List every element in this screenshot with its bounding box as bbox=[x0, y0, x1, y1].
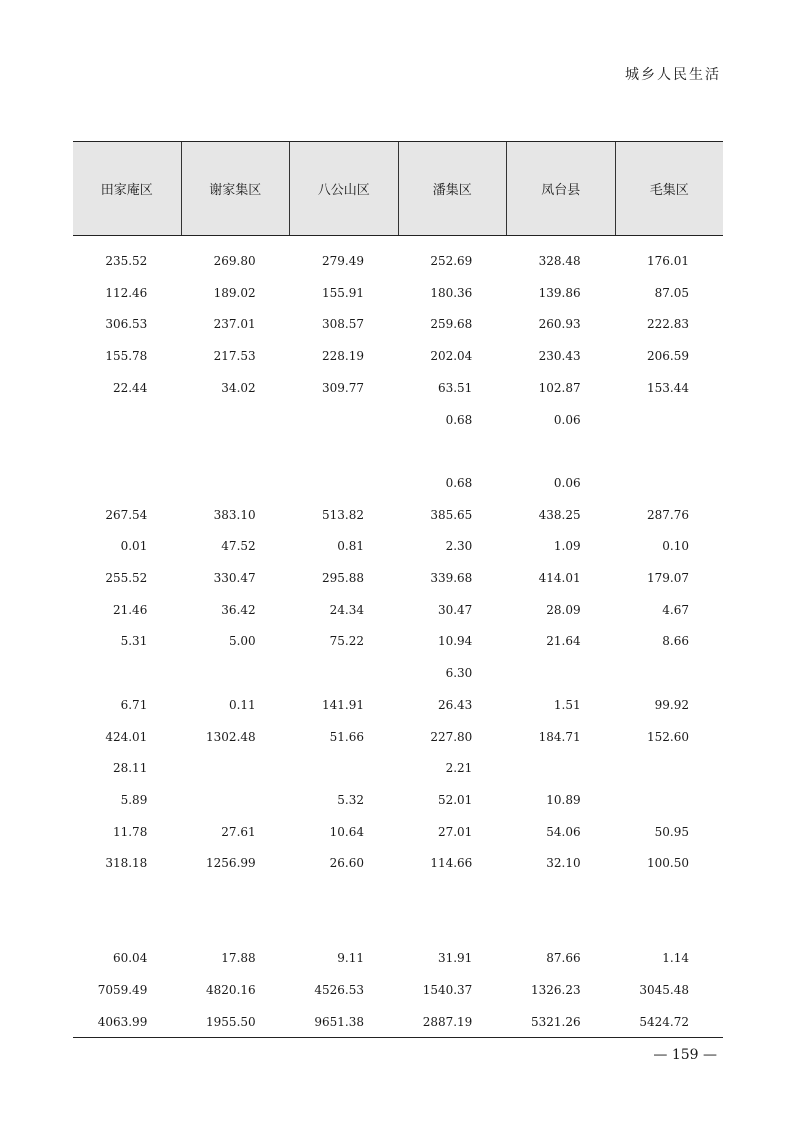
table-cell: 100.50 bbox=[646, 856, 689, 871]
data-table bbox=[73, 141, 723, 1038]
table-cell: 87.05 bbox=[654, 285, 689, 300]
table-cell: 176.01 bbox=[646, 254, 689, 268]
table-row bbox=[73, 474, 723, 492]
table-row bbox=[73, 442, 723, 460]
table-cell bbox=[181, 442, 289, 460]
table-cell: 6.30 bbox=[445, 666, 473, 681]
table-cell: 22.44 bbox=[112, 380, 148, 395]
table-row bbox=[73, 284, 723, 302]
table-cell: 28.09 bbox=[546, 602, 581, 617]
table-cell: 267.54 bbox=[105, 507, 148, 522]
table-cell bbox=[290, 918, 398, 936]
table-row bbox=[73, 949, 723, 967]
table-cell: 9.11 bbox=[337, 951, 364, 966]
table-cell: 5.31 bbox=[120, 634, 148, 649]
table-row bbox=[73, 379, 723, 397]
table-cell bbox=[73, 411, 181, 429]
table-cell: 255.52 bbox=[105, 571, 148, 585]
table-cell: 32.10 bbox=[546, 856, 581, 871]
table-cell bbox=[290, 886, 398, 904]
running-head: 城乡人民生活 bbox=[625, 67, 721, 83]
table-cell: 328.48 bbox=[538, 254, 581, 268]
table-cell: 3045.48 bbox=[639, 983, 689, 998]
table-cell: 0.01 bbox=[120, 539, 148, 554]
table-cell bbox=[290, 474, 398, 492]
table-cell: 1326.23 bbox=[531, 983, 581, 998]
table-cell bbox=[181, 474, 289, 492]
table-cell: 4063.99 bbox=[97, 1014, 148, 1029]
table-cell: 31.91 bbox=[437, 951, 473, 966]
table-cell: 75.22 bbox=[329, 634, 364, 649]
column-header-xiejiaji: 谢家集区 bbox=[182, 142, 291, 235]
table-cell: 0.68 bbox=[445, 475, 473, 490]
table-row bbox=[73, 252, 723, 270]
table-cell: 2.30 bbox=[445, 539, 473, 554]
table-row bbox=[73, 886, 723, 904]
table-cell: 9651.38 bbox=[314, 1014, 364, 1029]
table-cell bbox=[615, 664, 723, 682]
table-cell bbox=[290, 759, 398, 777]
table-cell bbox=[398, 918, 506, 936]
table-cell: 153.44 bbox=[646, 380, 689, 395]
table-cell bbox=[615, 791, 723, 809]
table-cell: 26.60 bbox=[329, 856, 364, 871]
table-cell: 11.78 bbox=[112, 824, 148, 839]
table-cell: 4526.53 bbox=[314, 983, 364, 998]
table-cell: 202.04 bbox=[430, 349, 473, 364]
table-cell: 279.49 bbox=[321, 254, 364, 268]
table-cell: 222.83 bbox=[646, 317, 689, 332]
table-cell bbox=[181, 886, 289, 904]
table-cell: 295.88 bbox=[321, 571, 364, 585]
column-header-maoji: 毛集区 bbox=[649, 183, 689, 198]
table-cell: 60.04 bbox=[112, 951, 148, 966]
table-cell bbox=[73, 442, 181, 460]
table-row bbox=[73, 347, 723, 365]
table-cell: 27.01 bbox=[437, 824, 473, 839]
table-cell bbox=[290, 411, 398, 429]
table-cell: 330.47 bbox=[213, 571, 256, 585]
table-cell: 184.71 bbox=[538, 729, 581, 744]
table-row bbox=[73, 918, 723, 936]
table-cell bbox=[73, 918, 181, 936]
table-cell: 10.94 bbox=[437, 634, 473, 649]
table-cell: 513.82 bbox=[321, 507, 364, 522]
table-cell: 259.68 bbox=[430, 317, 473, 332]
table-cell: 34.02 bbox=[221, 380, 256, 395]
table-cell bbox=[73, 664, 181, 682]
table-row bbox=[73, 759, 723, 777]
table-cell bbox=[181, 411, 289, 429]
table-row bbox=[73, 632, 723, 650]
table-row bbox=[73, 664, 723, 682]
table-cell: 4.67 bbox=[662, 602, 689, 617]
table-cell: 237.01 bbox=[213, 317, 256, 332]
table-cell bbox=[73, 474, 181, 492]
table-cell: 21.64 bbox=[546, 634, 581, 649]
table-cell: 10.64 bbox=[329, 824, 364, 839]
table-cell bbox=[615, 886, 723, 904]
table-cell: 28.11 bbox=[112, 761, 148, 776]
table-cell: 27.61 bbox=[221, 824, 256, 839]
table-cell: 36.42 bbox=[221, 602, 256, 617]
table-cell: 112.46 bbox=[105, 285, 148, 300]
table-cell: 4820.16 bbox=[206, 983, 256, 998]
table-cell: 10.89 bbox=[546, 792, 581, 807]
table-cell: 1256.99 bbox=[206, 856, 256, 871]
table-cell: 2.21 bbox=[445, 761, 473, 776]
table-cell: 139.86 bbox=[538, 285, 581, 300]
table-cell: 17.88 bbox=[221, 951, 256, 966]
table-cell: 252.69 bbox=[430, 254, 473, 268]
table-cell: 206.59 bbox=[646, 349, 689, 364]
table-cell: 287.76 bbox=[646, 507, 689, 522]
table-cell: 7059.49 bbox=[97, 983, 148, 998]
table-cell bbox=[398, 886, 506, 904]
table-cell bbox=[615, 918, 723, 936]
table-row bbox=[73, 823, 723, 841]
table-cell: 30.47 bbox=[437, 602, 473, 617]
table-cell: 0.06 bbox=[553, 475, 581, 490]
table-cell: 385.65 bbox=[430, 507, 473, 522]
table-cell: 235.52 bbox=[105, 254, 148, 268]
table-cell: 51.66 bbox=[329, 729, 364, 744]
table-header-row bbox=[73, 141, 723, 236]
table-row bbox=[73, 537, 723, 555]
table-cell: 0.81 bbox=[337, 539, 364, 554]
table-cell: 189.02 bbox=[213, 285, 256, 300]
table-cell: 318.18 bbox=[105, 856, 148, 871]
table-cell bbox=[506, 664, 614, 682]
table-cell: 179.07 bbox=[646, 571, 689, 585]
table-cell: 308.57 bbox=[321, 317, 364, 332]
table-row bbox=[73, 1013, 723, 1031]
table-cell: 1302.48 bbox=[206, 729, 256, 744]
table-row bbox=[73, 569, 723, 587]
table-cell: 21.46 bbox=[112, 602, 148, 617]
table-cell: 217.53 bbox=[213, 349, 256, 364]
table-cell: 1955.50 bbox=[206, 1014, 256, 1029]
table-cell bbox=[398, 442, 506, 460]
table-cell: 155.91 bbox=[321, 285, 364, 300]
table-cell: 155.78 bbox=[105, 349, 148, 364]
table-cell: 1.09 bbox=[553, 539, 581, 554]
table-cell: 63.51 bbox=[437, 380, 473, 395]
table-cell: 5424.72 bbox=[639, 1014, 689, 1029]
table-cell: 99.92 bbox=[654, 697, 689, 712]
table-cell: 50.95 bbox=[654, 824, 689, 839]
table-cell: 47.52 bbox=[221, 539, 256, 554]
table-cell: 5.89 bbox=[120, 792, 148, 807]
table-cell: 414.01 bbox=[538, 571, 581, 585]
table-cell bbox=[290, 442, 398, 460]
table-row bbox=[73, 411, 723, 429]
table-cell: 5321.26 bbox=[531, 1014, 581, 1029]
table-cell: 0.68 bbox=[445, 412, 473, 427]
table-row bbox=[73, 981, 723, 999]
table-cell: 260.93 bbox=[538, 317, 581, 332]
table-row bbox=[73, 601, 723, 619]
table-cell: 180.36 bbox=[430, 285, 473, 300]
table-cell bbox=[615, 442, 723, 460]
table-cell: 6.71 bbox=[120, 697, 148, 712]
page-number: — 159 — bbox=[653, 1047, 717, 1063]
table-cell bbox=[181, 918, 289, 936]
table-cell: 1.51 bbox=[553, 697, 581, 712]
table-cell: 52.01 bbox=[437, 792, 473, 807]
table-cell: 383.10 bbox=[213, 507, 256, 522]
table-cell: 2887.19 bbox=[422, 1014, 473, 1029]
table-row bbox=[73, 315, 723, 333]
table-cell: 227.80 bbox=[430, 729, 473, 744]
table-cell: 54.06 bbox=[546, 824, 581, 839]
table-cell bbox=[506, 442, 614, 460]
table-cell: 5.32 bbox=[337, 792, 364, 807]
column-header-tianjiaan: 田家庵区 bbox=[73, 142, 182, 235]
table-cell: 269.80 bbox=[213, 254, 256, 268]
table-cell bbox=[181, 664, 289, 682]
table-cell: 1540.37 bbox=[422, 983, 473, 998]
table-cell bbox=[506, 886, 614, 904]
table-cell: 26.43 bbox=[437, 697, 473, 712]
table-cell: 0.10 bbox=[662, 539, 689, 554]
table-cell: 141.91 bbox=[321, 697, 364, 712]
table-row bbox=[73, 854, 723, 872]
table-cell: 24.34 bbox=[329, 602, 364, 617]
table-row bbox=[73, 728, 723, 746]
table-cell: 309.77 bbox=[321, 380, 364, 395]
table-cell: 1.14 bbox=[662, 951, 689, 966]
column-header-fengtai: 凤台县 bbox=[507, 142, 616, 235]
table-cell: 0.06 bbox=[553, 412, 581, 427]
table-cell: 8.66 bbox=[662, 634, 689, 649]
table-cell bbox=[506, 759, 614, 777]
table-cell bbox=[73, 886, 181, 904]
column-header-panji: 潘集区 bbox=[399, 142, 508, 235]
table-cell: 306.53 bbox=[105, 317, 148, 332]
table-row bbox=[73, 696, 723, 714]
table-row bbox=[73, 506, 723, 524]
table-row bbox=[73, 791, 723, 809]
table-cell: 0.11 bbox=[228, 697, 256, 712]
table-cell bbox=[615, 759, 723, 777]
table-body bbox=[73, 236, 723, 1038]
table-cell: 230.43 bbox=[538, 349, 581, 364]
table-cell: 114.66 bbox=[430, 856, 473, 871]
table-cell: 152.60 bbox=[646, 729, 689, 744]
table-cell: 87.66 bbox=[546, 951, 581, 966]
table-cell: 339.68 bbox=[430, 571, 473, 585]
table-cell: 102.87 bbox=[538, 380, 581, 395]
table-cell bbox=[181, 791, 289, 809]
table-cell: 424.01 bbox=[105, 729, 148, 744]
table-cell bbox=[615, 474, 723, 492]
table-cell: 228.19 bbox=[321, 349, 364, 364]
table-cell bbox=[290, 664, 398, 682]
table-cell bbox=[506, 918, 614, 936]
table-cell: 5.00 bbox=[228, 634, 256, 649]
table-cell bbox=[181, 759, 289, 777]
column-header-bagongshan: 八公山区 bbox=[290, 142, 399, 235]
table-cell bbox=[615, 411, 723, 429]
table-cell: 438.25 bbox=[538, 507, 581, 522]
